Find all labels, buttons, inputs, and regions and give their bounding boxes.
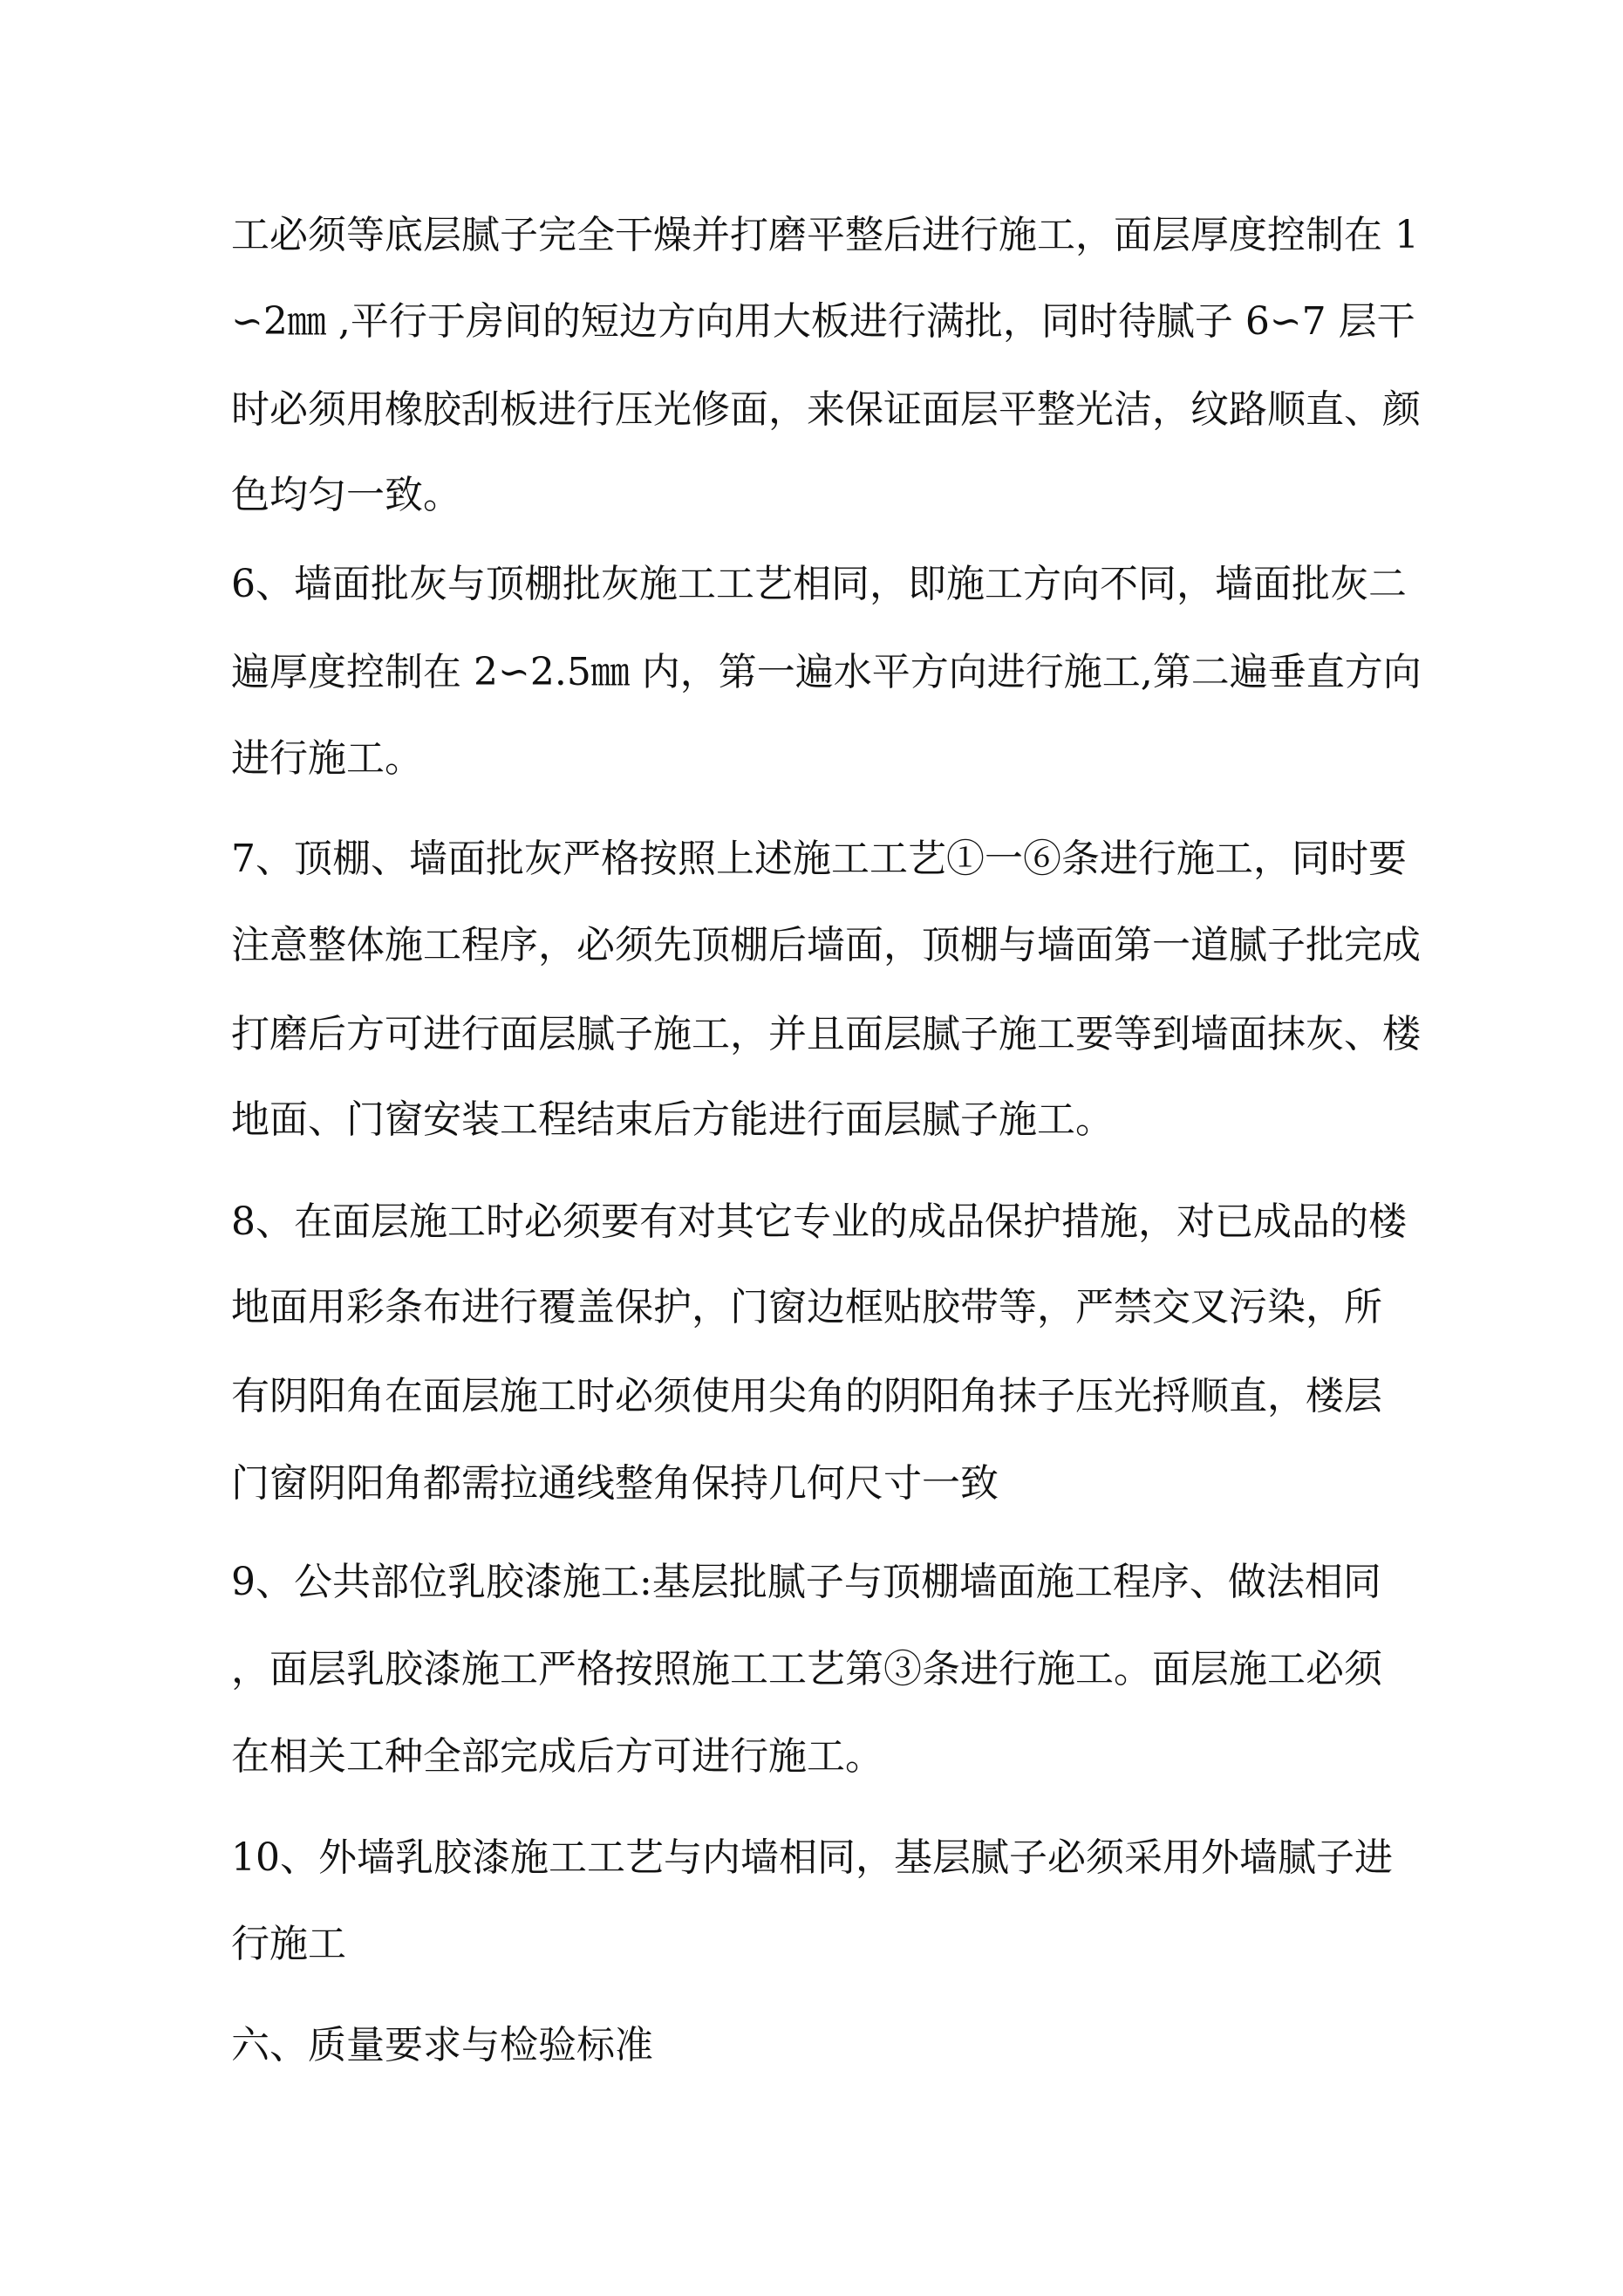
text-line: 8、在面层施工时必须要有对其它专业的成品保护措施，对已成品的楼 bbox=[231, 1199, 1407, 1244]
text-line: 遍厚度控制在 2∽2.5㎜ 内，第一遍水平方向进行施工,第二遍垂直方向 bbox=[231, 650, 1422, 694]
text-line: 6、墙面批灰与顶棚批灰施工工艺相同，即施工方向不同，墙面批灰二 bbox=[231, 562, 1407, 606]
text-line: 时必须用橡胶刮板进行压光修面，来保证面层平整光洁，纹路顺直、颜 bbox=[231, 387, 1421, 432]
text-line: ∽2㎜ ,平行于房间的短边方向用大板进行满批，同时待腻子 6∽7 层干 bbox=[231, 299, 1415, 344]
text-line: 行施工 bbox=[231, 1922, 346, 1966]
text-line: 在相关工种全部完成后方可进行施工。 bbox=[231, 1734, 883, 1779]
section-heading: 六、质量要求与检验标准 bbox=[231, 2023, 653, 2067]
text-line: 地面用彩条布进行覆盖保护，门窗边框贴胶带等，严禁交叉污染，所 bbox=[231, 1285, 1382, 1329]
text-line: 有阴阳角在面层施工时必须使用尖角的阴阳角抹子压光捋顺直，楼层 bbox=[231, 1374, 1382, 1418]
text-line: 门窗阴阳角都需拉通线整角保持几何尺寸一致 bbox=[231, 1461, 999, 1506]
text-line: 7、顶棚、墙面批灰严格按照上述施工工艺①一⑥条进行施工，同时要 bbox=[231, 837, 1407, 881]
text-line: ，面层乳胶漆施工严格按照施工工艺第③条进行施工。面层施工必须 bbox=[231, 1647, 1382, 1691]
text-line: 打磨后方可进行面层腻子施工，并且面层腻子施工要等到墙面抹灰、楼 bbox=[231, 1012, 1421, 1056]
text-line: 工必须等底层腻子完全干燥并打磨平整后进行施工，面层厚度控制在 1 bbox=[231, 213, 1419, 257]
text-line: 10、外墙乳胶漆施工工艺与内墙相同，基层腻子必须采用外墙腻子进 bbox=[231, 1835, 1393, 1880]
text-line: 注意整体施工程序，必须先顶棚后墙面，顶棚与墙面第一道腻子批完成 bbox=[231, 923, 1421, 967]
text-line: 地面、门窗安装工程结束后方能进行面层腻子施工。 bbox=[231, 1097, 1114, 1142]
text-line: 进行施工。 bbox=[231, 736, 423, 781]
text-line: 色均匀一致。 bbox=[231, 473, 461, 517]
text-line: 9、公共部位乳胶漆施工:基层批腻子与顶棚墙面施工程序、做法相同 bbox=[231, 1560, 1381, 1604]
